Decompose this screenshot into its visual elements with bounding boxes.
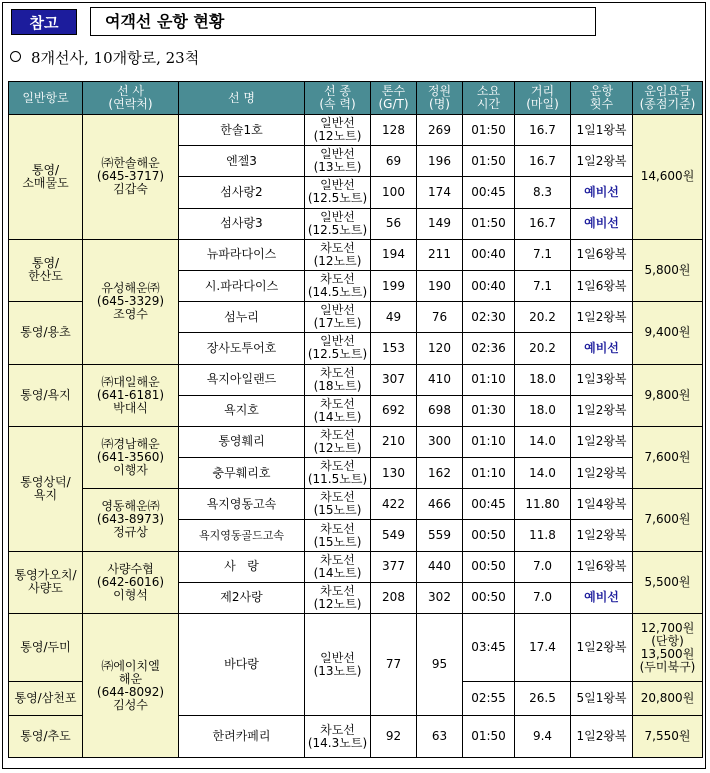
ship-capacity: 63 xyxy=(417,716,463,758)
ship-name: 장사도투어호 xyxy=(179,333,305,364)
ship-capacity: 95 xyxy=(417,614,463,716)
ship-tonnage: 377 xyxy=(371,551,417,582)
ship-distance: 11.80 xyxy=(515,489,571,520)
route-cell: 통영/용초 xyxy=(9,302,83,364)
ship-frequency: 1일2왕복 xyxy=(571,146,633,177)
ship-frequency: 1일2왕복 xyxy=(571,458,633,489)
ship-name: 섬사랑3 xyxy=(179,208,305,239)
ship-capacity: 76 xyxy=(417,302,463,333)
ship-capacity: 190 xyxy=(417,270,463,301)
ship-name: 바다랑 xyxy=(179,614,305,716)
ship-frequency: 1일6왕복 xyxy=(571,239,633,270)
ship-distance: 9.4 xyxy=(515,716,571,758)
ship-frequency: 1일2왕복 xyxy=(571,520,633,551)
fare-cell: 9,800원 xyxy=(633,364,703,426)
col-fare: 운임요금 (종점기준) xyxy=(633,82,703,115)
ship-time: 02:30 xyxy=(463,302,515,333)
ferry-table xyxy=(8,81,703,758)
ship-tonnage: 422 xyxy=(371,489,417,520)
ship-tonnage: 549 xyxy=(371,520,417,551)
operator-cell: ㈜한솔해운 (645-3717) 김갑숙 xyxy=(83,115,179,240)
route-cell: 통영/추도 xyxy=(9,716,83,758)
ship-tonnage: 208 xyxy=(371,582,417,613)
ship-time: 01:50 xyxy=(463,716,515,758)
route-cell: 통영/두미 xyxy=(9,614,83,682)
ship-tonnage: 692 xyxy=(371,395,417,426)
ship-time: 00:40 xyxy=(463,270,515,301)
ship-frequency: 1일6왕복 xyxy=(571,551,633,582)
ship-time: 02:55 xyxy=(463,682,515,716)
ship-distance: 26.5 xyxy=(515,682,571,716)
ship-capacity: 300 xyxy=(417,426,463,457)
ship-type: 차도선 (14.5노트) xyxy=(305,270,371,301)
ship-distance: 7.0 xyxy=(515,551,571,582)
table-row xyxy=(9,364,703,395)
ship-time: 01:10 xyxy=(463,364,515,395)
route-cell: 통영상덕/ 욕지 xyxy=(9,426,83,551)
ship-tonnage: 56 xyxy=(371,208,417,239)
ship-name: 시.파라다이스 xyxy=(179,270,305,301)
ship-distance: 7.0 xyxy=(515,582,571,613)
ship-tonnage: 194 xyxy=(371,239,417,270)
ship-tonnage: 153 xyxy=(371,333,417,364)
ship-distance: 16.7 xyxy=(515,146,571,177)
col-ship: 선 명 xyxy=(179,82,305,115)
ship-capacity: 698 xyxy=(417,395,463,426)
ship-time: 01:50 xyxy=(463,115,515,146)
summary-text: 8개선사, 10개항로, 23척 xyxy=(31,49,200,67)
ship-time: 02:36 xyxy=(463,333,515,364)
ship-frequency: 예비선 xyxy=(571,208,633,239)
col-frequency: 운항 횟수 xyxy=(571,82,633,115)
ship-name: 통영훼리 xyxy=(179,426,305,457)
ship-capacity: 559 xyxy=(417,520,463,551)
ship-distance: 18.0 xyxy=(515,395,571,426)
ship-time: 00:45 xyxy=(463,177,515,208)
ship-type: 차도선 (12노트) xyxy=(305,582,371,613)
ship-tonnage: 77 xyxy=(371,614,417,716)
ship-distance: 16.7 xyxy=(515,115,571,146)
ship-tonnage: 92 xyxy=(371,716,417,758)
ship-tonnage: 49 xyxy=(371,302,417,333)
operator-cell: ㈜에이치엘 해운 (644-8092) 김성수 xyxy=(83,614,179,758)
ship-name: 욕지호 xyxy=(179,395,305,426)
ship-capacity: 162 xyxy=(417,458,463,489)
ship-name: 한려카페리 xyxy=(179,716,305,758)
operator-cell: 사량수협 (642-6016) 이형석 xyxy=(83,551,179,613)
ship-distance: 7.1 xyxy=(515,239,571,270)
ship-name: 충무훼리호 xyxy=(179,458,305,489)
fare-cell: 7,600원 xyxy=(633,426,703,488)
ship-time: 00:50 xyxy=(463,551,515,582)
ship-type: 차도선 (18노트) xyxy=(305,364,371,395)
ship-type: 일반선 (12.5노트) xyxy=(305,208,371,239)
ship-name: 사 랑 xyxy=(179,551,305,582)
ship-capacity: 302 xyxy=(417,582,463,613)
ship-frequency: 예비선 xyxy=(571,333,633,364)
ship-time: 01:10 xyxy=(463,426,515,457)
ship-name: 욕지영동골드고속 xyxy=(179,520,305,551)
fare-cell: 9,400원 xyxy=(633,302,703,364)
operator-cell: 영동해운㈜ (643-8973) 정규상 xyxy=(83,489,179,551)
col-operator: 선 사 (연락처) xyxy=(83,82,179,115)
ship-time: 00:45 xyxy=(463,489,515,520)
ship-name: 섬누리 xyxy=(179,302,305,333)
ship-type: 일반선 (13노트) xyxy=(305,146,371,177)
col-tonnage: 톤수 (G/T) xyxy=(371,82,417,115)
ship-frequency: 1일2왕복 xyxy=(571,395,633,426)
table-row xyxy=(9,551,703,582)
ship-frequency: 1일2왕복 xyxy=(571,426,633,457)
ship-time: 01:30 xyxy=(463,395,515,426)
col-distance: 거리 (마일) xyxy=(515,82,571,115)
ship-time: 03:45 xyxy=(463,614,515,682)
ship-distance: 14.0 xyxy=(515,426,571,457)
ship-name: 욕지영동고속 xyxy=(179,489,305,520)
ship-capacity: 440 xyxy=(417,551,463,582)
ship-frequency: 예비선 xyxy=(571,582,633,613)
ship-frequency: 1일2왕복 xyxy=(571,716,633,758)
fare-cell: 7,600원 xyxy=(633,489,703,551)
ship-frequency: 1일4왕복 xyxy=(571,489,633,520)
ship-tonnage: 199 xyxy=(371,270,417,301)
ship-type: 차도선 (14.3노트) xyxy=(305,716,371,758)
fare-cell: 5,500원 xyxy=(633,551,703,613)
ship-name: 엔젤3 xyxy=(179,146,305,177)
ship-tonnage: 100 xyxy=(371,177,417,208)
ship-capacity: 149 xyxy=(417,208,463,239)
ship-type: 차도선 (12노트) xyxy=(305,426,371,457)
ship-type: 일반선 (12노트) xyxy=(305,115,371,146)
ship-distance: 20.2 xyxy=(515,302,571,333)
table-row xyxy=(9,489,703,520)
page-title: 여객선 운항 현황 xyxy=(90,7,596,36)
ship-frequency: 1일2왕복 xyxy=(571,614,633,682)
summary-line xyxy=(10,47,199,68)
col-time: 소요 시간 xyxy=(463,82,515,115)
ship-name: 섬사랑2 xyxy=(179,177,305,208)
fare-cell: 7,550원 xyxy=(633,716,703,758)
col-capacity: 정원 (명) xyxy=(417,82,463,115)
ship-distance: 20.2 xyxy=(515,333,571,364)
ship-name: 제2사랑 xyxy=(179,582,305,613)
ship-type: 일반선 (17노트) xyxy=(305,302,371,333)
ship-frequency: 1일2왕복 xyxy=(571,302,633,333)
ship-type: 일반선 (12.5노트) xyxy=(305,333,371,364)
ship-type: 차도선 (15노트) xyxy=(305,489,371,520)
ship-distance: 17.4 xyxy=(515,614,571,682)
ship-capacity: 269 xyxy=(417,115,463,146)
reference-tag: 참고 xyxy=(11,9,77,35)
ship-time: 01:10 xyxy=(463,458,515,489)
ship-type: 차도선 (11.5노트) xyxy=(305,458,371,489)
ship-time: 00:40 xyxy=(463,239,515,270)
ship-capacity: 196 xyxy=(417,146,463,177)
route-cell: 통영/삼천포 xyxy=(9,682,83,716)
ship-capacity: 466 xyxy=(417,489,463,520)
col-route: 일반항로 xyxy=(9,82,83,115)
ship-time: 00:50 xyxy=(463,520,515,551)
ship-distance: 8.3 xyxy=(515,177,571,208)
ship-frequency: 1일3왕복 xyxy=(571,364,633,395)
ship-time: 00:50 xyxy=(463,582,515,613)
ship-type: 차도선 (15노트) xyxy=(305,520,371,551)
route-cell: 통영/ 소매물도 xyxy=(9,115,83,240)
ship-frequency: 예비선 xyxy=(571,177,633,208)
ship-name: 뉴파라다이스 xyxy=(179,239,305,270)
ship-time: 01:50 xyxy=(463,146,515,177)
operator-cell: ㈜경남해운 (641-3560) 이행자 xyxy=(83,426,179,488)
ship-capacity: 410 xyxy=(417,364,463,395)
route-cell: 통영가오치/ 사량도 xyxy=(9,551,83,613)
ship-type: 차도선 (12노트) xyxy=(305,239,371,270)
route-cell: 통영/욕지 xyxy=(9,364,83,426)
ship-distance: 16.7 xyxy=(515,208,571,239)
ship-tonnage: 128 xyxy=(371,115,417,146)
fare-cell: 14,600원 xyxy=(633,115,703,240)
fare-cell: 12,700원 (단항) 13,500원 (두미북구) xyxy=(633,614,703,682)
table-row xyxy=(9,426,703,457)
col-type: 선 종 (속 력) xyxy=(305,82,371,115)
ship-capacity: 174 xyxy=(417,177,463,208)
table-row xyxy=(9,239,703,270)
table-row xyxy=(9,115,703,146)
ship-tonnage: 130 xyxy=(371,458,417,489)
operator-cell: 유성해운㈜ (645-3329) 조영수 xyxy=(83,239,179,364)
ship-distance: 7.1 xyxy=(515,270,571,301)
ship-type: 차도선 (14노트) xyxy=(305,395,371,426)
ship-time: 01:50 xyxy=(463,208,515,239)
ship-frequency: 1일1왕복 xyxy=(571,115,633,146)
ship-distance: 14.0 xyxy=(515,458,571,489)
ship-frequency: 1일6왕복 xyxy=(571,270,633,301)
route-cell: 통영/ 한산도 xyxy=(9,239,83,301)
operator-cell: ㈜대일해운 (641-6181) 박대식 xyxy=(83,364,179,426)
table-header-row xyxy=(9,82,703,115)
ship-capacity: 120 xyxy=(417,333,463,364)
ship-tonnage: 69 xyxy=(371,146,417,177)
circle-bullet-icon xyxy=(10,51,21,62)
ship-name: 욕지아일랜드 xyxy=(179,364,305,395)
ship-distance: 18.0 xyxy=(515,364,571,395)
fare-cell: 5,800원 xyxy=(633,239,703,301)
ship-name: 한솔1호 xyxy=(179,115,305,146)
ship-frequency: 5일1왕복 xyxy=(571,682,633,716)
ship-type: 일반선 (12.5노트) xyxy=(305,177,371,208)
ship-type: 일반선 (13노트) xyxy=(305,614,371,716)
ship-tonnage: 210 xyxy=(371,426,417,457)
ship-capacity: 211 xyxy=(417,239,463,270)
ship-type: 차도선 (14노트) xyxy=(305,551,371,582)
table-row xyxy=(9,614,703,682)
fare-cell: 20,800원 xyxy=(633,682,703,716)
ship-tonnage: 307 xyxy=(371,364,417,395)
ship-distance: 11.8 xyxy=(515,520,571,551)
